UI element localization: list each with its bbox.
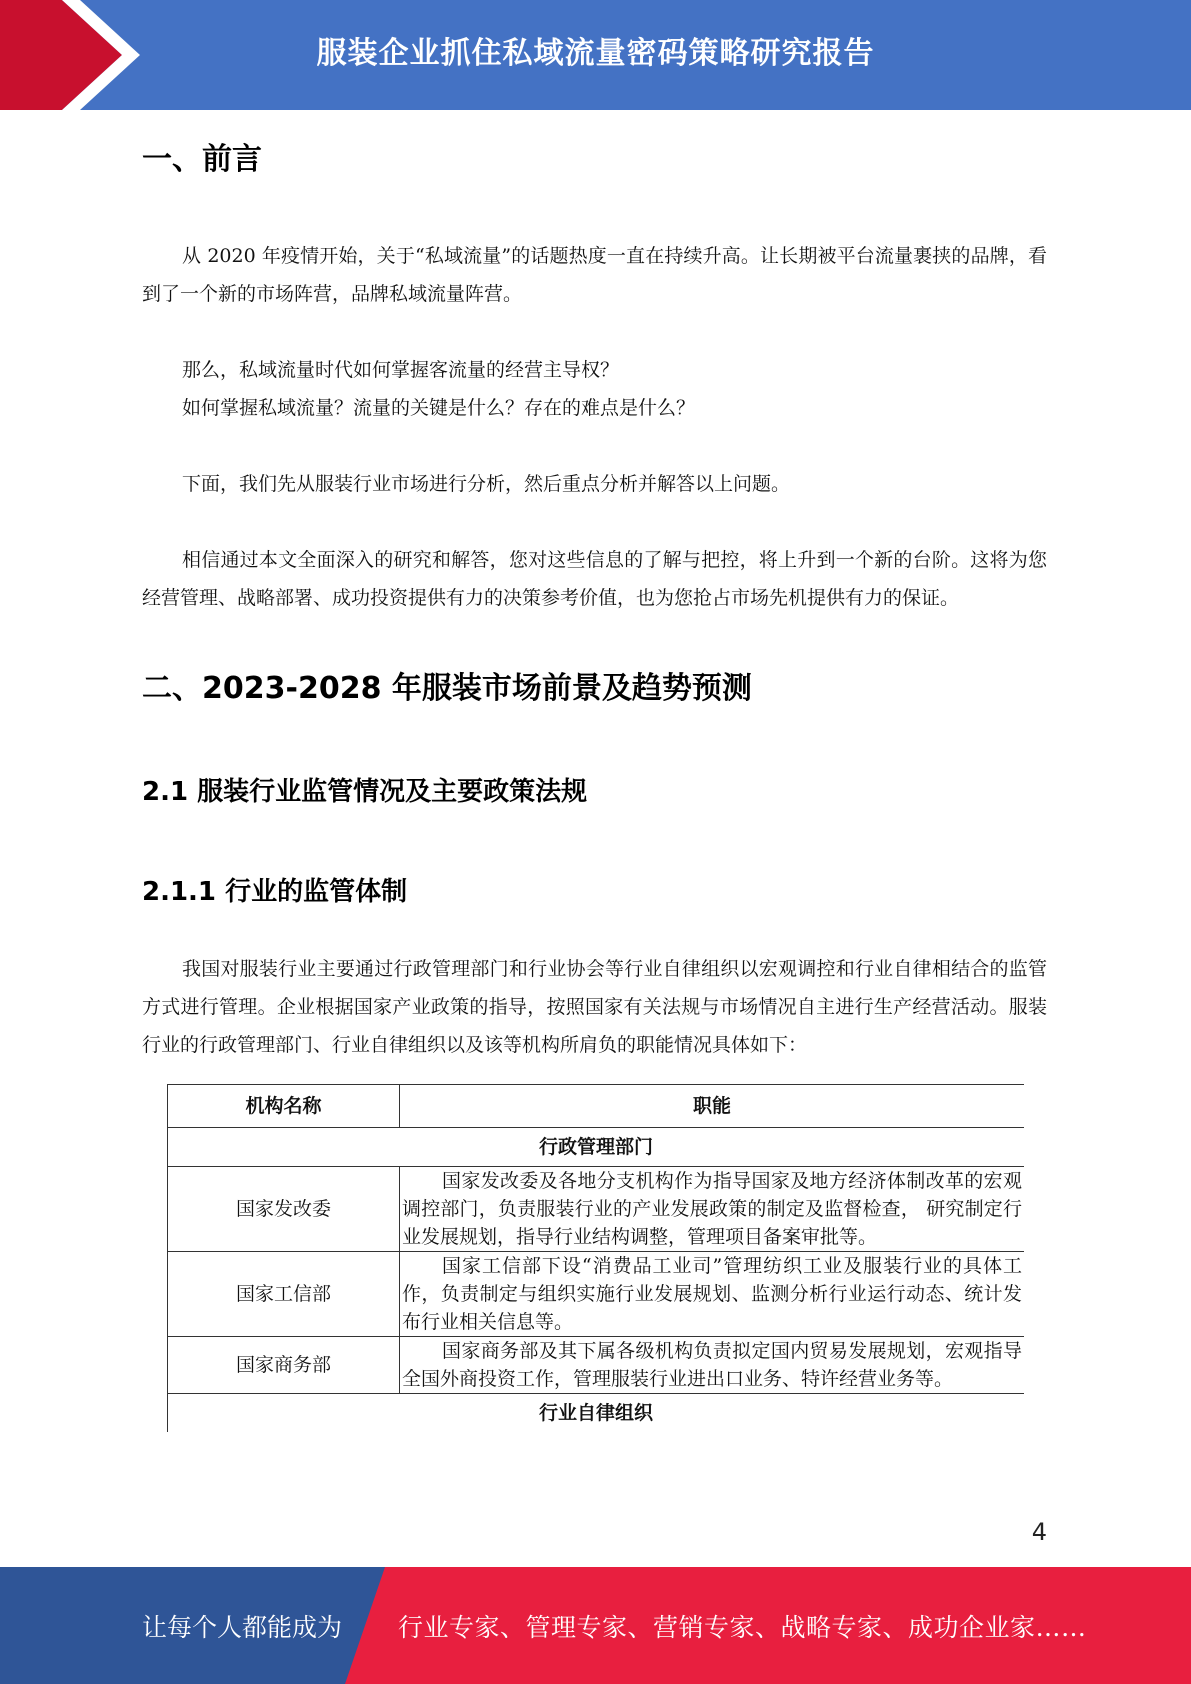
org-name-cell: 国家商务部 bbox=[168, 1336, 400, 1393]
org-function-cell: 国家商务部及其下属各级机构负责拟定国内贸易发展规划，宏观指导全国外商投资工作，管理服装行业进出口业务、特许经营业务等。 bbox=[400, 1336, 1025, 1393]
column-header: 机构名称 bbox=[168, 1084, 400, 1127]
column-header: 职能 bbox=[400, 1084, 1025, 1127]
header-title: 服装企业抓住私域流量密码策略研究报告 bbox=[316, 36, 875, 71]
org-function-cell: 国家工信部下设“消费品工业司”管理纺织工业及服装行业的具体工作，负责制定与组织实施行业发展规划、监测分析行业运行动态、统计发布行业相关信息等。 bbox=[400, 1251, 1025, 1336]
regulator-table bbox=[167, 1084, 1024, 1432]
paragraph: 相信通过本文全面深入的研究和解答，您对这些信息的了解与把控，将上升到一个新的台阶。这将为您经营管理、战略部署、成功投资提供有力的决策参考价值，也为您抢占市场先机提供有力的保证。 bbox=[142, 549, 1047, 609]
header-banner bbox=[0, 0, 1191, 110]
footer-slogan-right: 行业专家、管理专家、营销专家、战略专家、成功企业家…… bbox=[398, 1612, 1087, 1642]
table-group-row bbox=[168, 1393, 1025, 1432]
org-name-cell: 国家发改委 bbox=[168, 1166, 400, 1251]
org-name-cell: 国家工信部 bbox=[168, 1251, 400, 1336]
header-arrow-decoration bbox=[0, 0, 160, 110]
main-content bbox=[142, 130, 1047, 1432]
paragraph: 下面，我们先从服装行业市场进行分析，然后重点分析并解答以上问题。 bbox=[182, 473, 791, 495]
page-number: 4 bbox=[1031, 1518, 1047, 1546]
paragraph: 从 2020 年疫情开始，关于“私域流量”的话题热度一直在持续升高。让长期被平台流量裹挟的品牌，看到了一个新的市场阵营，品牌私域流量阵营。 bbox=[142, 245, 1047, 305]
footer-banner bbox=[0, 1567, 1191, 1684]
group-label: 行政管理部门 bbox=[168, 1127, 1025, 1166]
footer-slogan-left: 让每个人都能成为 bbox=[142, 1612, 343, 1642]
table-row bbox=[168, 1251, 1025, 1336]
paragraph: 如何掌握私域流量？流量的关键是什么？存在的难点是什么？ bbox=[182, 397, 696, 419]
heading-2-1-1: 2.1.1 行业的监管体制 bbox=[142, 876, 408, 907]
table-group-row bbox=[168, 1127, 1025, 1166]
group-label: 行业自律组织 bbox=[168, 1393, 1025, 1432]
org-function-cell: 国家发改委及各地分支机构作为指导国家及地方经济体制改革的宏观调控部门，负责服装行业的产业发展政策的制定及监督检查， 研究制定行业发展规划，指导行业结构调整，管理项目备案审批等。 bbox=[400, 1166, 1025, 1251]
table-row bbox=[168, 1336, 1025, 1393]
paragraph: 那么，私域流量时代如何掌握客流量的经营主导权？ bbox=[182, 359, 620, 381]
table-header-row bbox=[168, 1084, 1025, 1127]
table-row bbox=[168, 1166, 1025, 1251]
heading-2-1: 2.1 服装行业监管情况及主要政策法规 bbox=[142, 777, 588, 807]
heading-section-2: 二、2023-2028 年服装市场前景及趋势预测 bbox=[142, 671, 752, 706]
regulator-table-wrap bbox=[167, 1084, 1024, 1432]
paragraph: 我国对服装行业主要通过行政管理部门和行业协会等行业自律组织以宏观调控和行业自律相结合的监管方式进行管理。企业根据国家产业政策的指导，按照国家有关法规与市场情况自主进行生产经营活动。服装行业的行政管理部门、行业自律组织以及该等机构所肩负的职能情况具体如下： bbox=[142, 957, 1047, 1056]
heading-preface: 一、前言 bbox=[142, 142, 262, 177]
